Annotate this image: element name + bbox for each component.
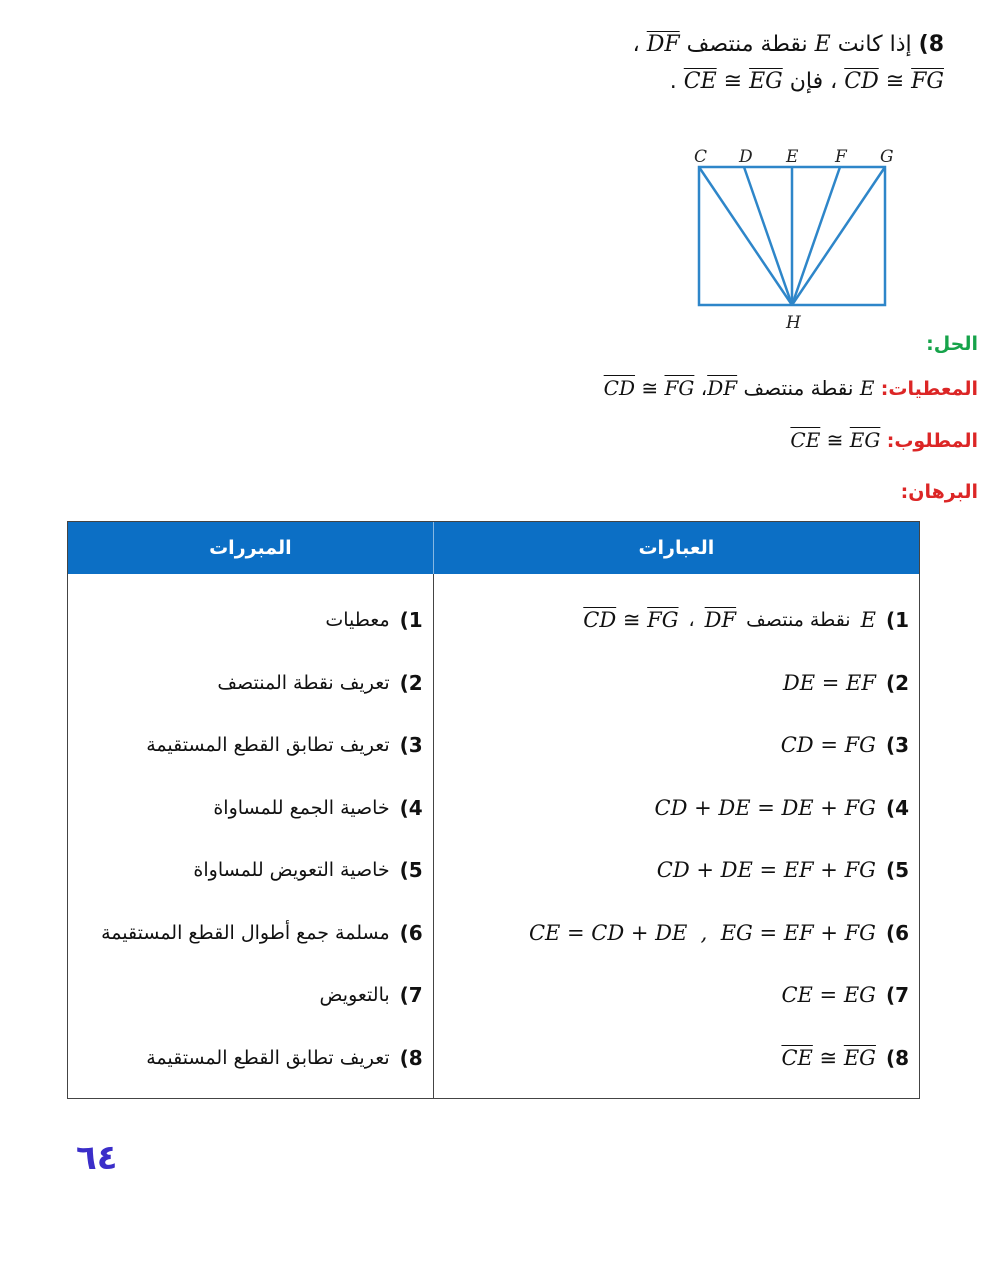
reason-text: بالتعويض: [319, 984, 390, 1006]
reason-row-6: [101, 913, 423, 953]
statement-row-8: 8) $\overline{CE}$ ≅ $\overline{EG}$: [781, 1046, 909, 1070]
givens-segment-df: $\overline{DF}$: [707, 376, 738, 400]
problem-comma: ،: [632, 32, 640, 57]
reason-row-4: [213, 788, 422, 828]
reason-number: 4): [399, 796, 423, 820]
statement-row-2: 2) DE = EF: [782, 671, 909, 695]
statement-row-4: 4) CD + DE = DE + FG: [654, 796, 909, 820]
segment-df: $\overline{DF}$: [646, 32, 680, 57]
statement-row-5: 5) CD + DE = EF + FG: [656, 858, 909, 882]
required-congruence: $\overline{CE}$ ≅ $\overline{EG}$: [790, 428, 881, 452]
reason-row-1: [325, 600, 422, 640]
label-c: C: [694, 147, 708, 167]
reason-number: 8): [399, 1046, 423, 1070]
segment-fh: [792, 167, 840, 305]
header-statements: العبارات: [638, 537, 715, 559]
reason-row-3: [146, 725, 423, 765]
reason-row-8: [146, 1038, 423, 1078]
problem-statement: [424, 26, 944, 101]
reason-text: خاصية التعويض للمساواة: [193, 859, 390, 881]
problem-text-midpoint: نقطة منتصف: [686, 32, 808, 57]
givens-congruence: $\overline{CD}$ ≅ $\overline{FG}$: [603, 376, 695, 400]
reason-number: 5): [399, 858, 423, 882]
label-d: D: [739, 147, 753, 167]
required-row: [790, 428, 978, 452]
proof-label: البرهان:: [900, 481, 978, 503]
label-f: F: [835, 147, 847, 167]
statement-row-7: 7) CE = EG: [781, 983, 909, 1007]
givens-row: [604, 376, 978, 400]
segment-dh: [744, 167, 792, 305]
reason-text: معطيات: [325, 609, 390, 631]
reason-number: 3): [399, 733, 423, 757]
reasons-column: [68, 574, 434, 1098]
statement-row-6: 6) CE = CD + DE , EG = EF + FG: [528, 921, 909, 945]
reason-text: تعريف تطابق القطع المستقيمة: [146, 734, 390, 756]
reason-number: 6): [399, 921, 423, 945]
segment-gh: [792, 167, 885, 305]
reason-text: خاصية الجمع للمساواة: [213, 797, 390, 819]
geometry-diagram: [680, 138, 920, 338]
problem-number: 8): [918, 32, 944, 57]
segment-ch: [699, 167, 792, 305]
solution-label: الحل:: [926, 333, 978, 355]
reason-text: مسلمة جمع أطوال القطع المستقيمة: [101, 922, 390, 944]
label-e: E: [786, 147, 799, 167]
proof-table-body: [68, 574, 919, 1098]
label-g: G: [880, 147, 894, 167]
congruence-cd-fg: $\overline{CD}$ ≅ $\overline{FG}$: [844, 69, 944, 95]
proof-table: [67, 521, 920, 1099]
reason-row-5: [193, 850, 422, 890]
congruence-ce-eg: $\overline{CE}$ ≅ $\overline{EG}$: [683, 69, 783, 95]
reason-number: 1): [399, 608, 423, 632]
problem-text-if: إذا كانت: [837, 32, 912, 57]
problem-text-then: ، فإن: [789, 69, 838, 95]
reason-row-7: [320, 975, 423, 1015]
reason-number: 2): [399, 671, 423, 695]
reason-text: تعريف تطابق القطع المستقيمة: [146, 1047, 390, 1069]
point-e: E: [814, 32, 831, 57]
reason-row-2: [217, 663, 422, 703]
problem-line-2: [424, 63, 944, 100]
problem-line-1: [424, 26, 944, 63]
givens-point-e: E: [859, 376, 875, 400]
page-number: ٦٤: [76, 1138, 118, 1178]
givens-text: نقطة منتصف: [743, 376, 854, 400]
problem-period: .: [669, 69, 677, 95]
statement-row-3: 3) CD = FG: [780, 733, 909, 757]
reason-number: 7): [399, 983, 423, 1007]
required-label: المطلوب:: [886, 430, 978, 452]
givens-separator: ،: [700, 376, 708, 400]
statement-row-1: 1) E نقطة منتصف $\overline{DF}$ ، $\overline{CD}$ ≅ $\overline{FG}$: [583, 608, 909, 632]
header-reasons: المبررات: [68, 522, 434, 574]
statements-column: [434, 574, 919, 1098]
reason-text: تعريف نقطة المنتصف: [217, 672, 390, 694]
givens-label: المعطيات:: [880, 378, 978, 400]
proof-table-header: [68, 522, 919, 574]
label-h: H: [786, 313, 801, 333]
